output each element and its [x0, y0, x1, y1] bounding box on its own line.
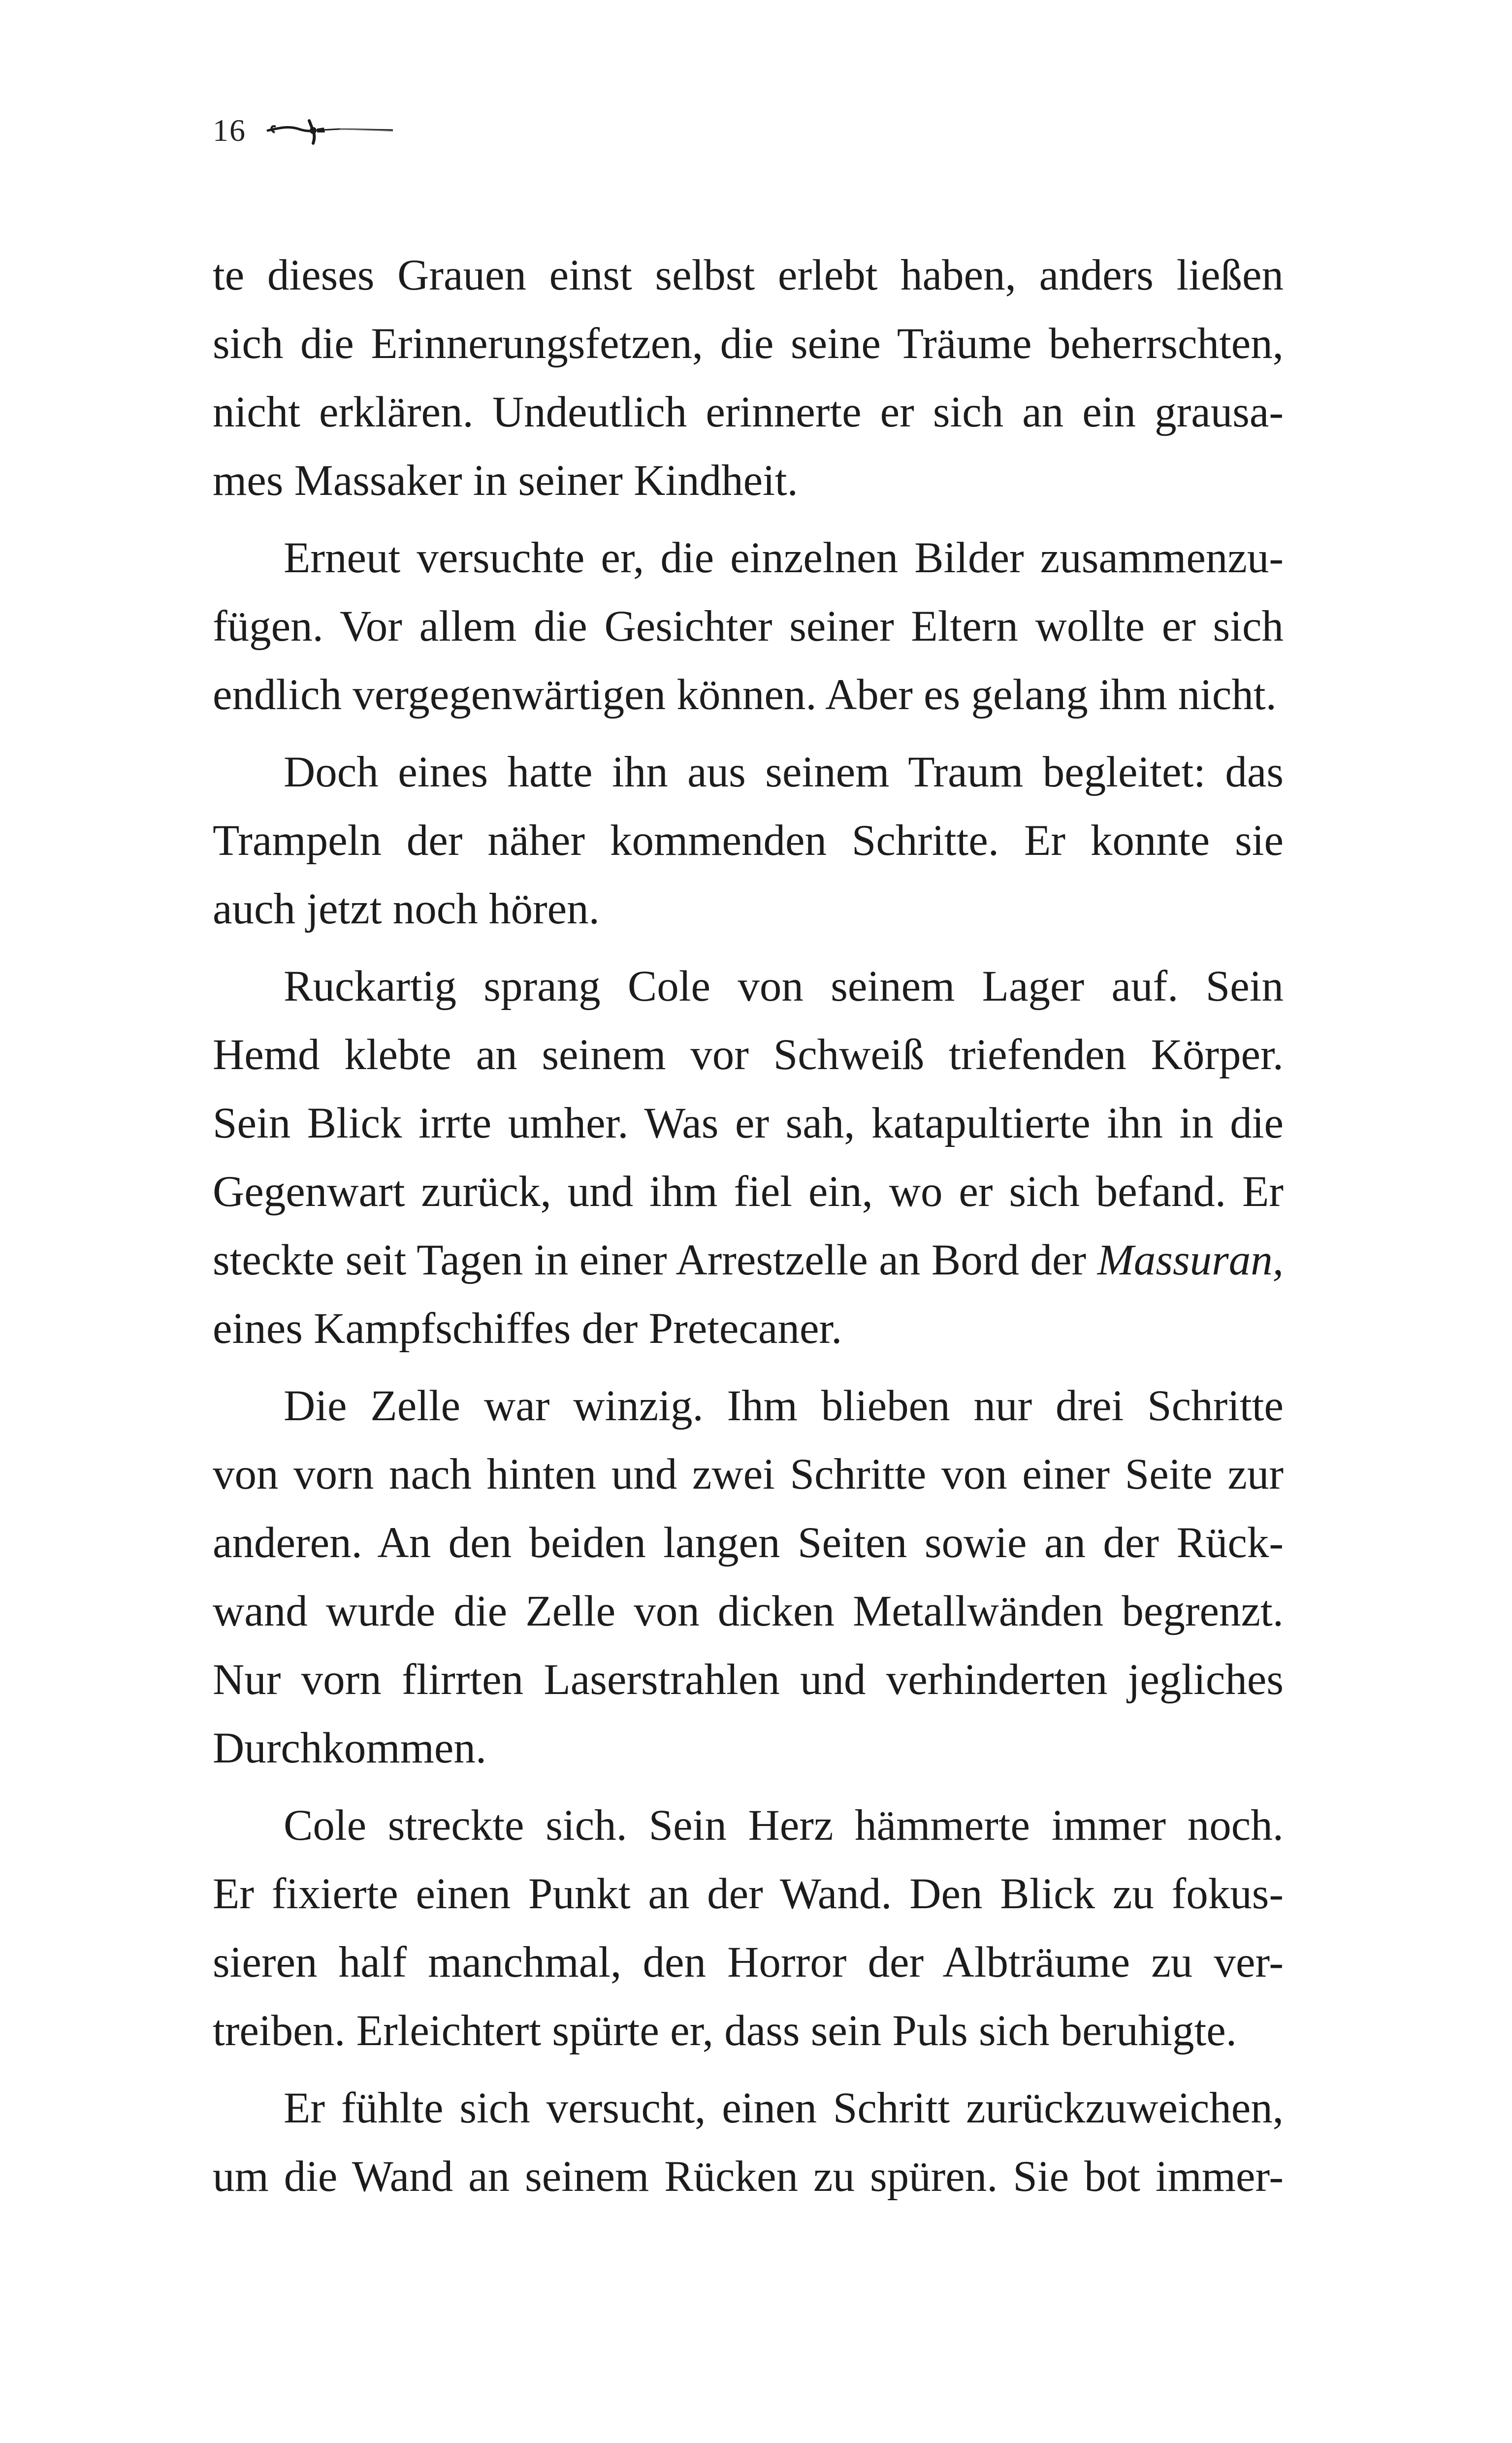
text-line: Durchkommen.: [213, 1724, 487, 1772]
text-line: auch jetzt noch hören.: [213, 885, 600, 933]
text-line: fügen. Vor allem die Gesichter seiner Eltern wollte er sich: [213, 602, 1284, 651]
text-line-with-ship-name: [213, 1226, 1284, 1295]
text-line: Sein Blick irrte umher. Was er sah, katapultierte ihn in die: [213, 1099, 1284, 1147]
text-line: Er fixierte einen Punkt an der Wand. Den Blick zu fokus-: [213, 1870, 1284, 1918]
decorative-sword-flourish-icon: [266, 111, 394, 150]
running-head: [213, 106, 394, 155]
text-line: Er fühlte sich versucht, einen Schritt zurückzuweichen,: [284, 2084, 1284, 2132]
paragraph-7: [213, 2074, 1284, 2211]
text-line: Trampeln der näher kommenden Schritte. Er konnte sie: [213, 816, 1284, 865]
text-line: Doch eines hatte ihn aus seinem Traum begleitet: das: [284, 748, 1284, 796]
text-line: mes Massaker in seiner Kindheit.: [213, 456, 798, 505]
paragraph-5: [213, 1372, 1284, 1783]
text-line: Ruckartig sprang Cole von seinem Lager auf. Sein: [284, 962, 1284, 1010]
text-line: Erneut versuchte er, die einzelnen Bilder zusammenzu-: [284, 534, 1284, 582]
text-line: Nur vorn flirrten Laserstrahlen und verhinderten jegliches: [213, 1656, 1284, 1704]
page-number: 16: [213, 113, 246, 148]
text-line: Cole streckte sich. Sein Herz hämmerte immer noch.: [284, 1801, 1284, 1850]
paragraph-1: [213, 241, 1284, 515]
text-line: wand wurde die Zelle von dicken Metallwänden begrenzt.: [213, 1587, 1284, 1635]
paragraph-6: [213, 1792, 1284, 2065]
paragraph-3: [213, 738, 1284, 944]
text-line: von vorn nach hinten und zwei Schritte von einer Seite zur: [213, 1450, 1284, 1498]
text-line: endlich vergegenwärtigen können. Aber es gelang ihm nicht.: [213, 671, 1277, 719]
text-line: sieren half manchmal, den Horror der Albträume zu ver-: [213, 1938, 1284, 1987]
text-line: Die Zelle war winzig. Ihm blieben nur drei Schritte: [284, 1382, 1284, 1430]
text-line: te dieses Grauen einst selbst erlebt haben, anders ließen: [213, 251, 1284, 299]
text-line: Hemd klebte an seinem vor Schweiß triefenden Körper.: [213, 1031, 1284, 1079]
ship-name: Massuran,: [1097, 1236, 1284, 1284]
text-line: um die Wand an seinem Rücken zu spüren. Sie bot immer-: [213, 2152, 1284, 2201]
text-line: sich die Erinnerungsfetzen, die seine Träume beherrschten,: [213, 320, 1284, 368]
text-fragment: steckte seit Tagen in einer Arrestzelle an Bord der: [213, 1236, 1097, 1284]
paragraph-2: [213, 524, 1284, 729]
body-text: [213, 241, 1284, 2211]
paragraph-4: [213, 952, 1284, 1363]
text-line: anderen. An den beiden langen Seiten sowie an der Rück-: [213, 1519, 1284, 1567]
text-line: eines Kampfschiffes der Pretecaner.: [213, 1304, 842, 1353]
text-line: Gegenwart zurück, und ihm fiel ein, wo er sich befand. Er: [213, 1168, 1284, 1216]
text-line: treiben. Erleichtert spürte er, dass sein Puls sich beruhigte.: [213, 2007, 1237, 2055]
text-line: nicht erklären. Undeutlich erinnerte er sich an ein grausa-: [213, 388, 1284, 436]
